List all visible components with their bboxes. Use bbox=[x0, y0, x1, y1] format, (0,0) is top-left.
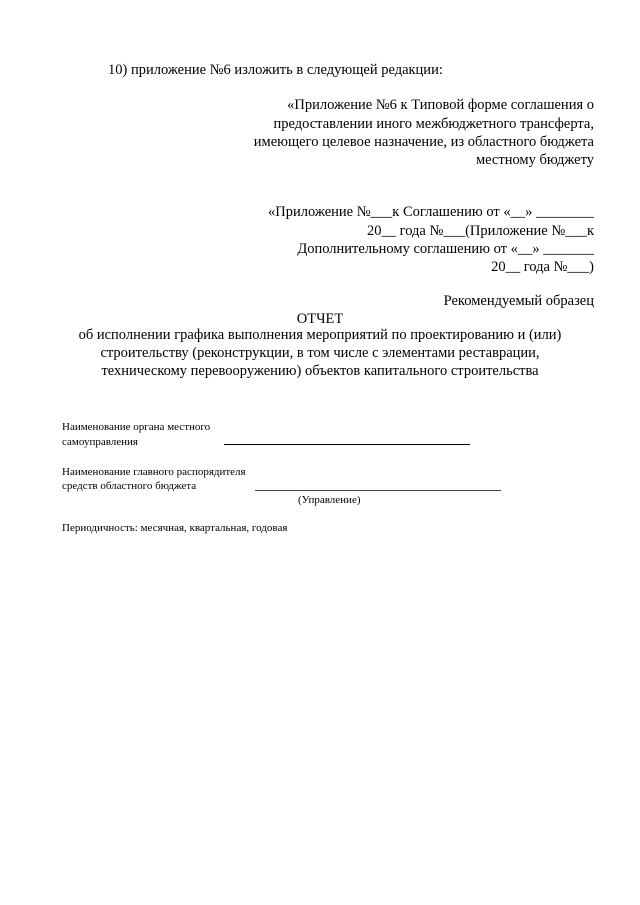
agreement-ref-line-1: «Приложение №___к Соглашению от «__» ________ bbox=[268, 204, 594, 220]
distributor-label-line-2: средств областного бюджета bbox=[62, 480, 197, 492]
local-gov-input-line bbox=[224, 444, 470, 445]
intro-line: 10) приложение №6 изложить в следующей редакции: bbox=[108, 62, 443, 78]
agreement-ref-line-4: 20__ года №___) bbox=[491, 259, 594, 275]
periodicity-line: Периодичность: месячная, квартальная, годовая bbox=[62, 522, 288, 534]
report-title: ОТЧЕТ bbox=[296, 311, 344, 327]
distributor-caption: (Управление) bbox=[298, 494, 361, 506]
report-subtitle-line-2: строительству (реконструкции, в том числе с элементами реставрации, bbox=[100, 345, 540, 361]
report-subtitle-line-3: техническому перевооружению) объектов капитального строительства bbox=[101, 363, 539, 379]
distributor-input-line bbox=[255, 490, 501, 491]
annex-header-line-2: предоставлении иного межбюджетного трансферта, bbox=[273, 116, 594, 132]
agreement-ref-line-2: 20__ года №___(Приложение №___к bbox=[367, 223, 594, 239]
annex-header-line-1: «Приложение №6 к Типовой форме соглашения о bbox=[287, 97, 594, 113]
annex-header-line-3: имеющего целевое назначение, из областного бюджета bbox=[253, 134, 594, 150]
annex-header-line-4: местному бюджету bbox=[475, 152, 594, 168]
sample-label: Рекомендуемый образец bbox=[443, 293, 594, 309]
local-gov-label-line-1: Наименование органа местного bbox=[62, 421, 211, 433]
agreement-ref-line-3: Дополнительному соглашению от «__» _______ bbox=[297, 241, 594, 257]
distributor-label-line-1: Наименование главного распорядителя bbox=[62, 466, 246, 478]
report-subtitle-line-1: об исполнении графика выполнения мероприятий по проектированию и (или) bbox=[78, 327, 562, 343]
local-gov-label-line-2: самоуправления bbox=[62, 436, 138, 448]
